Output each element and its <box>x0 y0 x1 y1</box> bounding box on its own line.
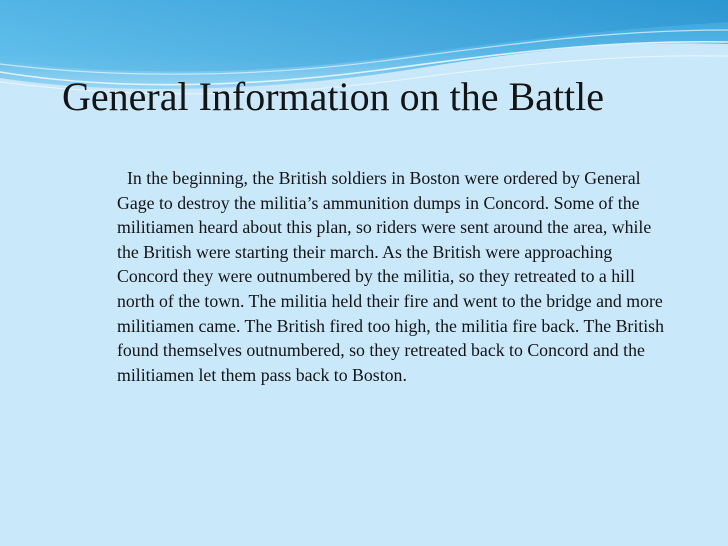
body-paragraph: In the beginning, the British soldiers in Boston were ordered by General Gage to destroy the militia’s ammunition dumps in Concord. Some of the militiamen heard about this plan, so riders were sent around the area, while the British were starting their march. As the British were approaching Concord they were outnumbered by the militia, so they retreated to a hill north of the town. The militia held their fire and went to the bridge and more militiamen came. The British fired too high, the militia fire back. The British found themselves outnumbered, so they retreated back to Concord and the militiamen let them pass back to Boston. <box>117 168 664 385</box>
slide-title: General Information on the Battle <box>62 74 605 119</box>
